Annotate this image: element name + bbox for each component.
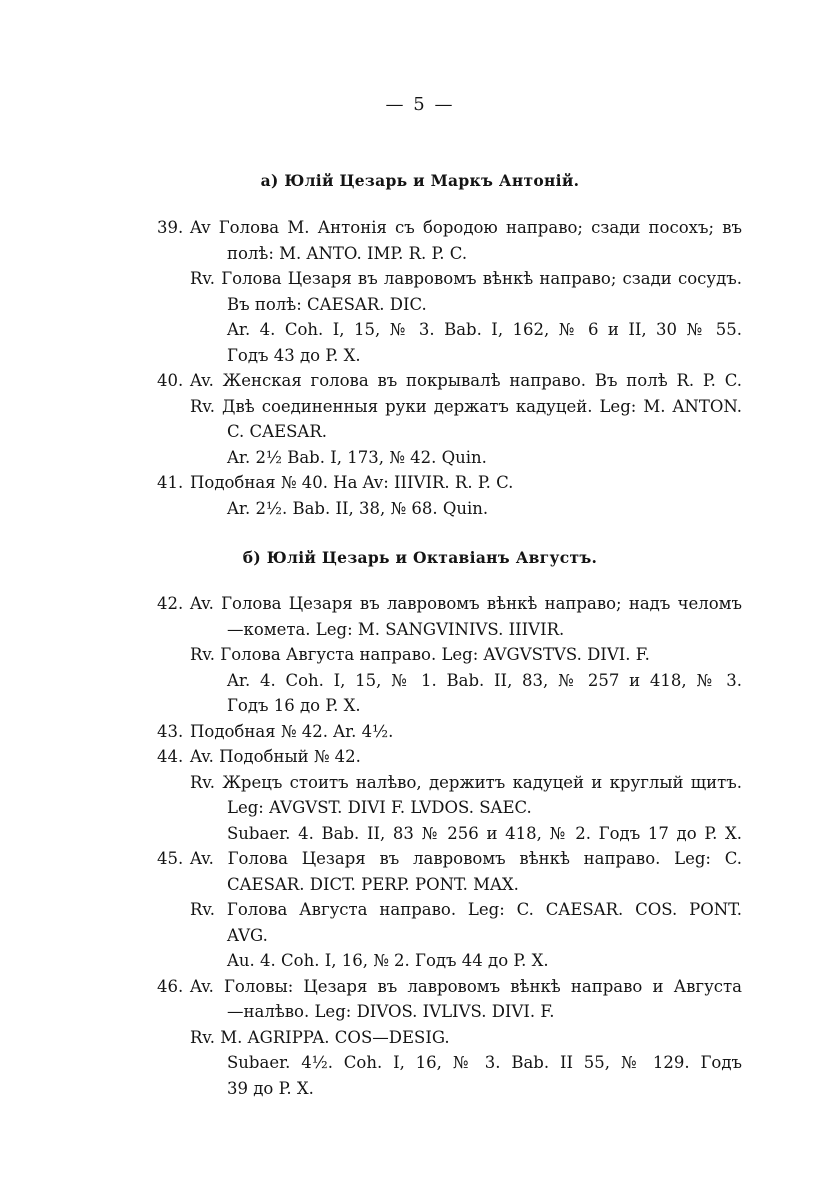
entry-line: C. CAESAR. <box>227 422 327 441</box>
entry-line: полѣ: M. ANTO. IMP. R. P. C. <box>227 243 468 263</box>
entry-text: Подобная № 42. Ar. 4½. <box>190 721 394 741</box>
entry-list-a <box>157 215 742 521</box>
page-number: — 5 — <box>385 94 455 115</box>
entry-line: AVG. <box>227 925 268 945</box>
entry-line: Ar. 4. Coh. I, 15, № 1. Bab. II, 83, № 257 и 418, № 3. <box>227 670 742 690</box>
entry-line <box>157 744 742 770</box>
entry-line: 39 до P. X. <box>227 1078 314 1098</box>
entry-line: Rv. M. AGRIPPA. COS—DESIG. <box>190 1027 450 1047</box>
entry-line: Годъ 43 до P. X. <box>227 345 361 365</box>
entry-line: Rv. Жрецъ стоитъ налѣво, держитъ кадуцей и круглый щитъ. <box>190 772 742 792</box>
entry-line <box>157 719 742 745</box>
entry-line: Rv. Голова Цезаря въ лавровомъ вѣнкѣ направо; сзади сосудъ. <box>190 269 742 288</box>
section-heading-a: а) Юлій Цезарь и Маркъ Антоній. <box>260 171 580 190</box>
entry-text: Av. Головы: Цезаря въ лавровомъ вѣнкѣ направо и Августа <box>190 976 742 996</box>
entry-text: Av. Голова Цезаря въ лавровомъ вѣнкѣ направо. Leg: C. <box>190 849 742 868</box>
entry-line: CAESAR. DICT. PERP. PONT. MAX. <box>227 874 519 894</box>
entry-list-b <box>157 591 742 1101</box>
entry-line: Ar. 4. Coh. I, 15, № 3. Bab. I, 162, № 6 и II, 30 № 55. <box>227 320 742 339</box>
entry-line: Au. 4. Coh. I, 16, № 2. Годъ 44 до P. X. <box>227 951 549 970</box>
entry-line <box>157 215 742 241</box>
entry-line: Leg: AVGVST. DIVI F. LVDOS. SAEC. <box>227 798 532 817</box>
entry-text: Av. Женская голова въ покрывалѣ направо. Въ полѣ R. P. C. <box>190 371 742 390</box>
entry-number: 46. <box>157 976 184 996</box>
entry-line: Subaer. 4. Bab. II, 83 № 256 и 418, № 2. Годъ 17 до P. X. <box>227 823 742 843</box>
entry-number: 39. <box>157 218 184 237</box>
entry-line <box>157 591 742 617</box>
entry-line: Ar. 2½ Bab. I, 173, № 42. Quin. <box>227 447 487 467</box>
entry-line: Rv. Двѣ соединенныя руки держатъ кадуцей. Leg: M. ANTON. <box>190 396 742 416</box>
entry-text: Av. Подобный № 42. <box>190 747 361 766</box>
entry-line: Въ полѣ: CAESAR. DIC. <box>227 294 427 314</box>
entry-number: 43. <box>157 721 184 741</box>
entry-line: Годъ 16 до P. X. <box>227 696 361 715</box>
entry-line: —комета. Leg: M. SANGVINIVS. IIIVIR. <box>227 619 565 639</box>
entry-line: Ar. 2½. Bab. II, 38, № 68. Quin. <box>227 498 489 518</box>
entry-number: 40. <box>157 371 184 390</box>
entry-number: 41. <box>157 473 184 492</box>
entry-line: Subaer. 4½. Coh. I, 16, № 3. Bab. II 55, № 129. Годъ <box>227 1053 742 1072</box>
entry-number: 45. <box>157 849 184 868</box>
entry-text: Av. Голова Цезаря въ лавровомъ вѣнкѣ направо; надъ челомъ <box>190 594 742 613</box>
entry-line <box>157 368 742 394</box>
entry-number: 44. <box>157 747 184 766</box>
section-heading-b: б) Юлій Цезарь и Октавіанъ Августъ. <box>242 548 598 567</box>
entry-line: —налѣво. Leg: DIVOS. IVLIVS. DIVI. F. <box>227 1002 555 1021</box>
entry-line: Rv. Голова Августа направо. Leg: AVGVSTVS. DIVI. F. <box>190 645 650 664</box>
entry-line: Rv. Голова Августа направо. Leg: C. CAESAR. COS. PONT. <box>190 900 742 919</box>
entry-number: 42. <box>157 594 184 613</box>
entry-text: Подобная № 40. На Av: IIIVIR. R. P. C. <box>190 473 514 492</box>
entry-line <box>157 470 742 496</box>
entry-text: Av Голова M. Антонія съ бородою направо; сзади посохъ; въ <box>190 218 742 237</box>
entry-line <box>157 974 742 1000</box>
entry-line <box>157 846 742 872</box>
